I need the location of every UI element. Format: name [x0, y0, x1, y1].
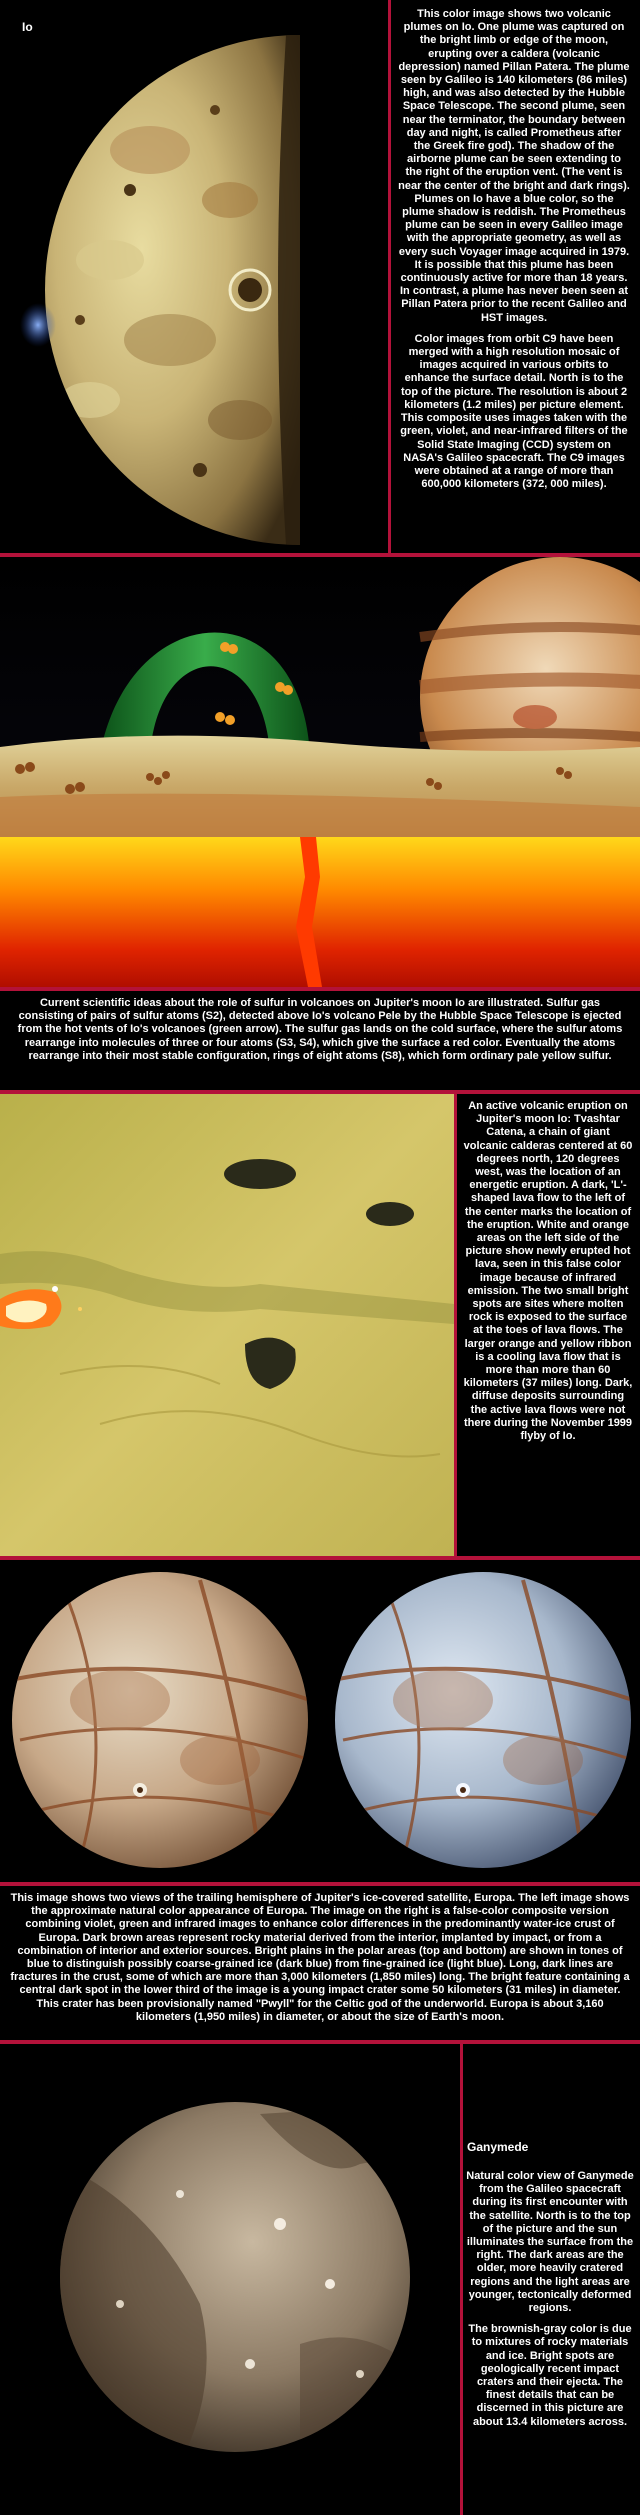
io-caption-paragraph-2: Color images from orbit C9 have been merged with a high resolution mosaic of images acquired in various orbits to enhance the surface detail. North is to the top of the picture. The resolution is about 2 kilometers (1.2 miles) per picture element. This composite uses images taken with the green, violet, and near-infrared filters of the Solid State Imaging (CCD) system on NASA's Galileo spacecraft. The C9 images were obtained at a range of more than 600,000 kilometers (372, 000 miles).: [400, 332, 628, 491]
ganymede-caption: [466, 2170, 634, 2429]
sulfur-caption: Current scientific ideas about the role of sulfur in volcanoes on Jupiter's moon Io are illustrated. Sulfur gas consisting of pairs of sulfur atoms (S2), detected above Io's volcano Pele by the Hubble Space Telescope is ejected from the hot vents of Io's volcanoes (green arrow). The sulfur gas lands on the cold surface, where the sulfur atoms rearrange into molecules of three or four atoms (S3, S4), which give the surface a red color. Eventually the atoms rearrange into their most stable configuration, rings of eight atoms (S8), which form ordinary pale yellow sulfur.: [17, 997, 623, 1062]
ganymede-column-divider: [460, 2044, 463, 2515]
tvashtar-catena-image: [0, 1094, 454, 1556]
io-caption-paragraph-1: This color image shows two volcanic plumes on Io. One plume was captured on the bright limb or edge of the moon, erupting over a caldera (volcanic depression) named Pillan Patera. The plume seen by Galileo is 140 kilometers (86 miles) high, and was also detected by the Hubble Space Telescope. The second plume, seen near the terminator, the boundary between day and night, is called Prometheus after the Greek fire god). The shadow of the airborne plume can be seen extending to the right of the eruption vent. (The vent is near the center of the bright and dark rings). Plumes on Io have a blue color, so the plume shadow is reddish. The Prometheus plume can be seen in every Galileo image with the appropriate geometry, as well as every such Voyager image acquired in 1979. It is possible that this plume has been continuously active for more than 18 years. In contrast, a plume has never been seen at Pillan Patera prior to the recent Galileo and HST images.: [398, 8, 630, 324]
europa-views-image: [0, 1560, 640, 1880]
ganymede-globe-image: [0, 2044, 460, 2515]
section-divider-2: [0, 987, 640, 991]
io-column-divider: [388, 0, 391, 553]
ganymede-caption-paragraph-1: Natural color view of Ganymede from the Galileo spacecraft during its first encounter with the satellite. North is to the top of the picture and the sun illuminates the surface from the right. The dark areas are the older, more heavily cratered regions and the light areas are younger, tectonically deformed regions.: [466, 2170, 634, 2315]
sulfur-cycle-illustration: [0, 557, 640, 987]
tvashtar-caption: An active volcanic eruption on Jupiter's moon Io: Tvashtar Catena, a chain of giant volcanic calderas centered at 60 degrees north, 120 degrees west, was the location of an energetic eruption. A dark, 'L'-shaped lava flow to the left of the center marks the location of the eruption. White and orange areas on the left side of the picture show newly erupted hot lava, seen in this false color image because of infrared emission. The two small bright spots are sites where molten rock is exposed to the surface at the toes of lava flows. The larger orange and yellow ribbon is a cooling lava flow that is more than more than 60 kilometers (37 miles) long. Dark, diffuse deposits surrounding the active lava flows were not there during the November 1999 flyby of Io.: [463, 1100, 633, 1443]
europa-caption: This image shows two views of the trailing hemisphere of Jupiter's ice-covered satellite, Europa. The left image shows the approximate natural color appearance of Europa. The image on the right is a false-color composite version combining violet, green and infrared images to enhance color differences in the predominantly water-ice crust of Europa. Dark brown areas represent rocky material derived from the interior, implanted by impact, or from a combination of interior and exterior sources. Bright plains in the polar areas (top and bottom) are shown in tones of blue to distinguish possibly coarse-grained ice (dark blue) from fine-grained ice (light blue). Long, dark lines are fractures in the crust, some of which are more than 3,000 kilometers (1,850 miles) long. The bright feature containing a central dark spot in the lower third of the image is a young impact crater some 50 kilometers (31 miles) in diameter. This crater has been provisionally named "Pwyll" for the Celtic god of the underworld. Europa is about 3,160 kilometers (1,950 miles) in diameter, or about the size of Earth's moon.: [10, 1892, 630, 2023]
section-divider-5: [0, 1882, 640, 1886]
tvashtar-column-divider: [454, 1094, 457, 1556]
io-caption: [398, 8, 630, 491]
ganymede-label: Ganymede: [467, 2140, 529, 2154]
io-globe-image: [0, 0, 388, 550]
ganymede-caption-paragraph-2: The brownish-gray color is due to mixtures of rocky materials and ice. Bright spots are geologically recent impact craters and their ejecta. The finest details that can be discerned in this picture are about 13.4 kilometers across.: [468, 2323, 632, 2428]
io-label: Io: [22, 20, 33, 34]
